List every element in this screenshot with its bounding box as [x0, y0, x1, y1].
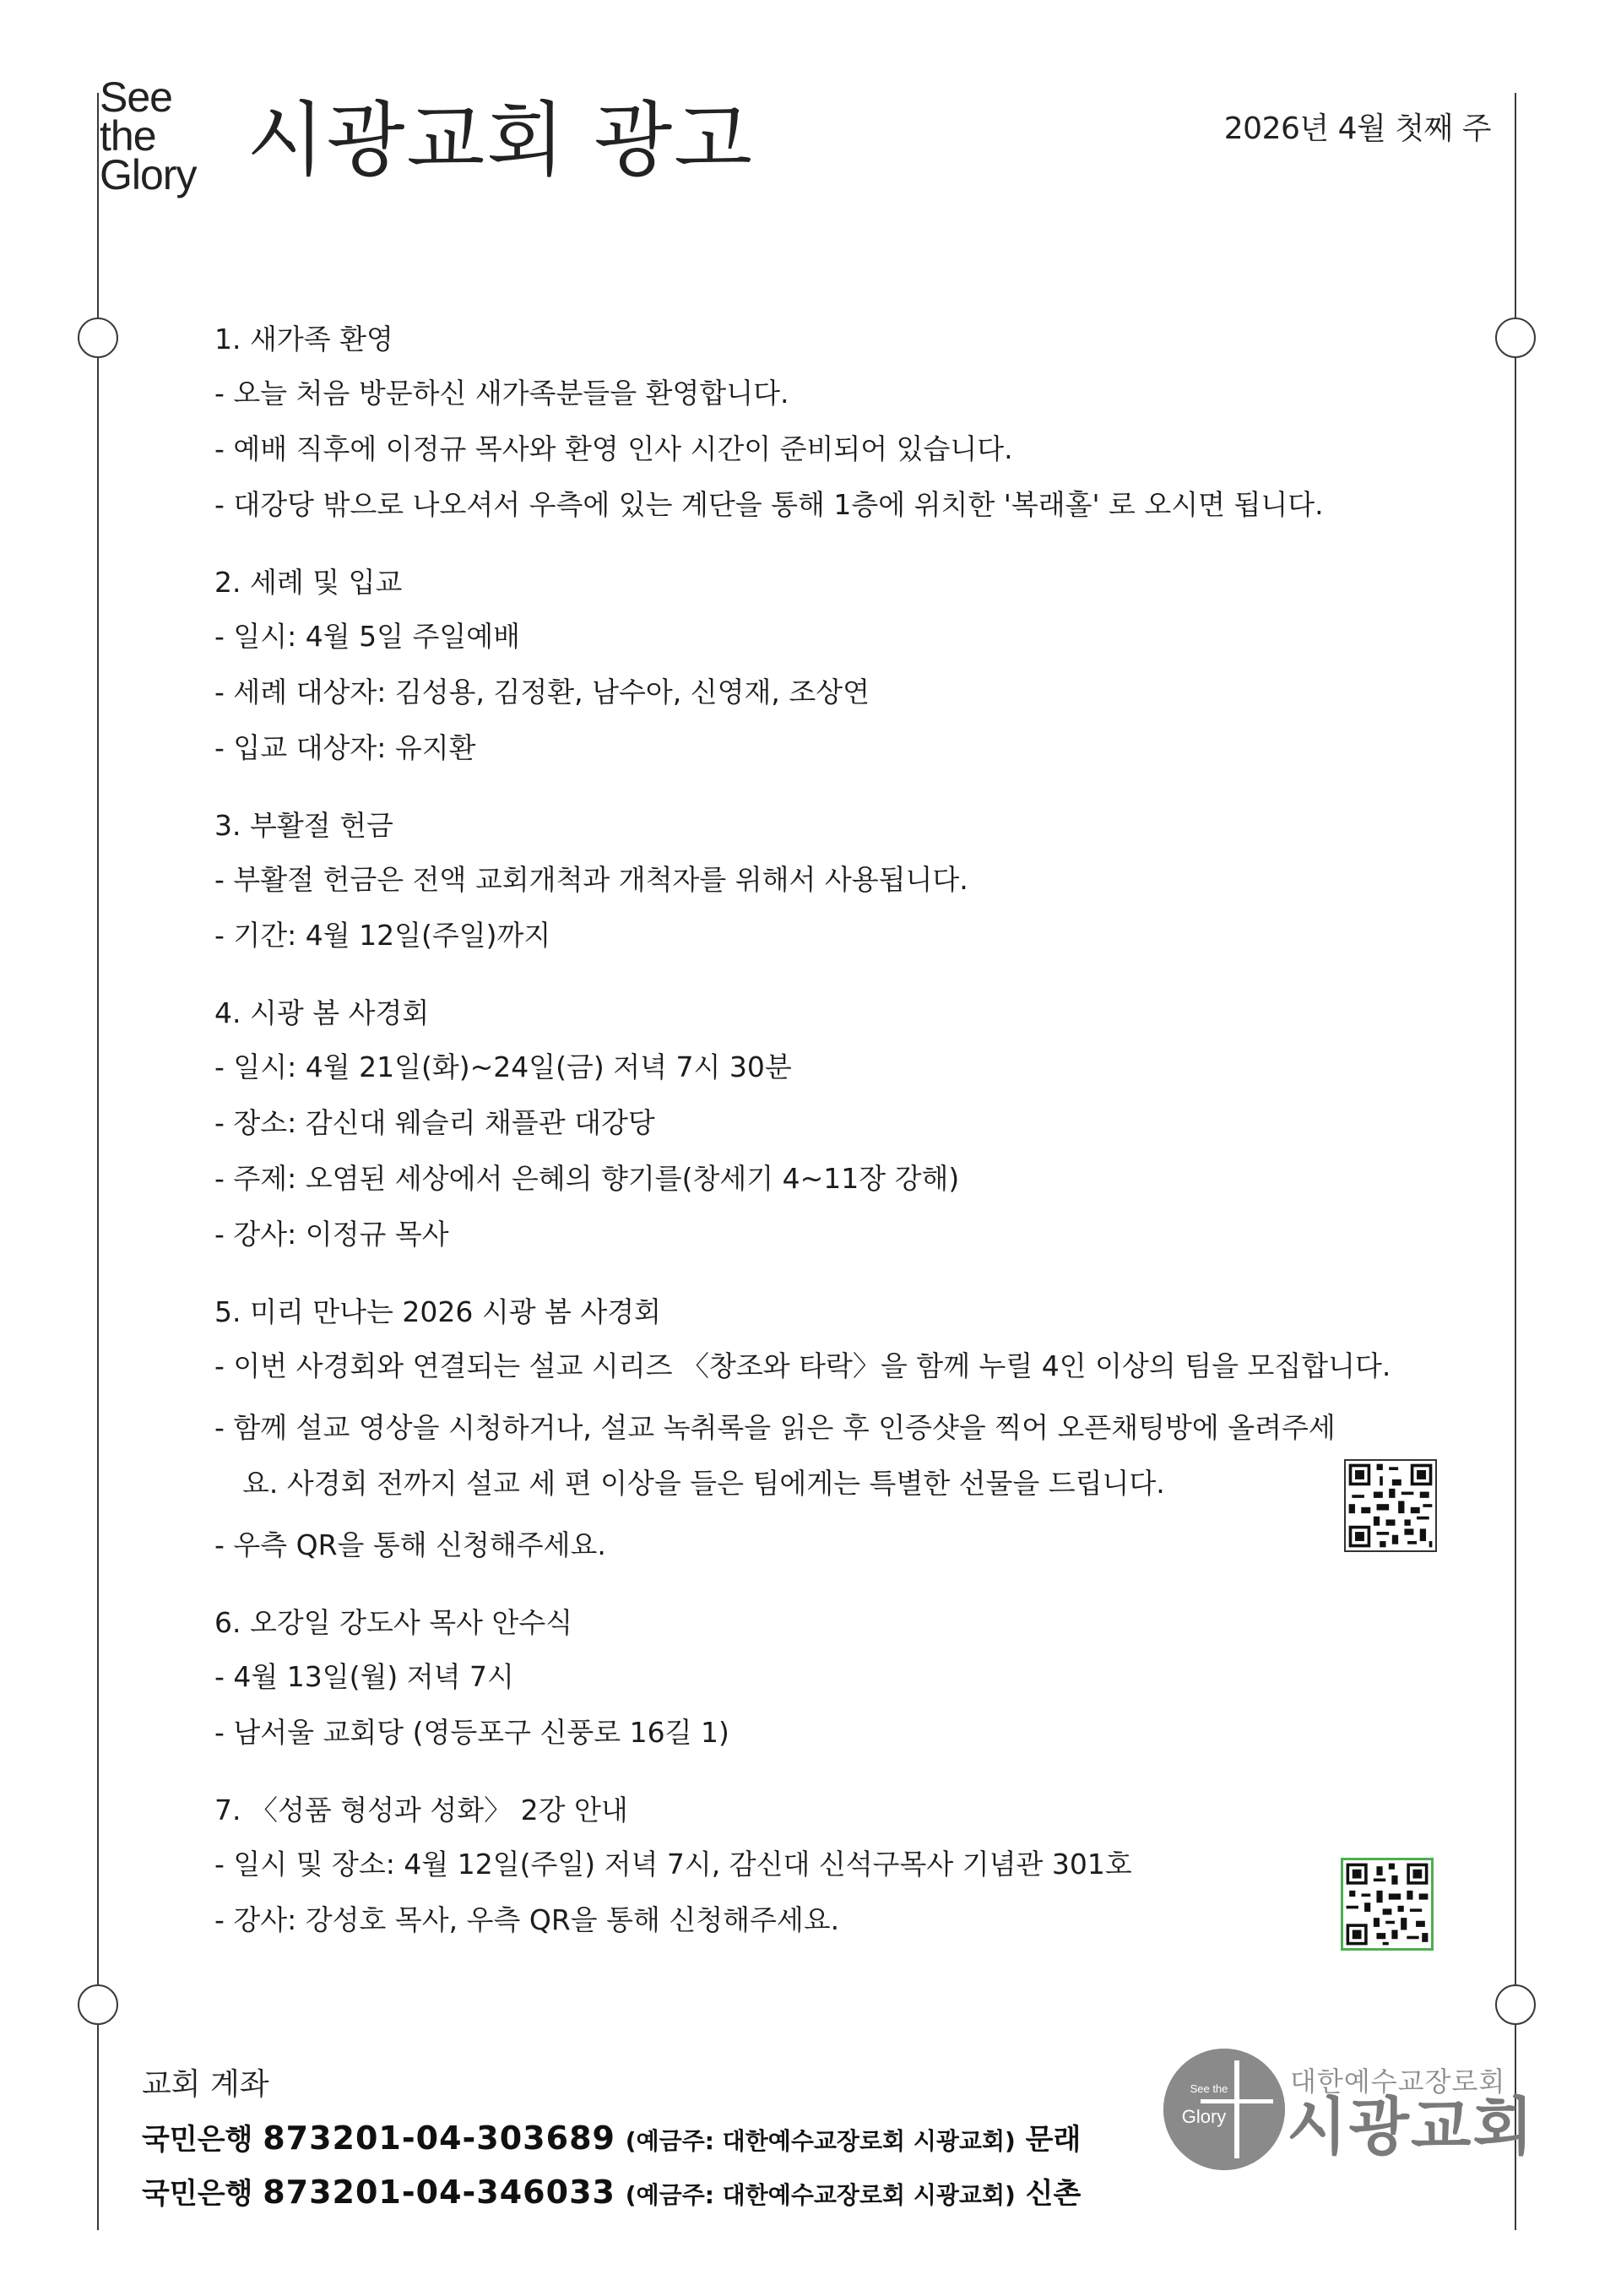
account-number[interactable]: 873201-04-303689	[263, 2120, 615, 2157]
section-spring-retreat	[214, 991, 1481, 1257]
section-title: 3. 부활절 헌금	[214, 809, 393, 842]
ring-right-bottom	[1495, 1984, 1536, 2025]
logo-graphic	[1163, 2049, 1285, 2170]
left-rail	[97, 93, 99, 2230]
section-easter-offering	[214, 804, 1481, 958]
list-item: - 4월 13일(월) 저녁 7시	[214, 1660, 514, 1693]
bank-name: 국민은행	[142, 2123, 253, 2157]
week-label: 2026년 4월 첫째 주	[1223, 111, 1491, 146]
section-title: 6. 오강일 강도사 목사 안수식	[214, 1606, 573, 1639]
list-item: - 함께 설교 영상을 시청하거나, 설교 녹취록을 읽은 후 인증샷을 찍어 오픈채팅방에 올려주세요. 사경회 전까지 설교 세 편 이상을 들은 팀에게는 특별한 선물을 드립니다.	[214, 1411, 1336, 1500]
account-row-sinchon	[142, 2170, 1081, 2212]
campus-name: 문래	[1025, 2123, 1082, 2157]
list-item: - 강사: 강성호 목사, 우측 QR을 통해 신청해주세요.	[214, 1903, 840, 1936]
qr-code-icon[interactable]	[1341, 1858, 1434, 1951]
list-item: - 장소: 감신대 웨슬리 채플관 대강당	[214, 1106, 655, 1139]
church-name: 시광교회	[1287, 2091, 1535, 2163]
section-title: 4. 시광 봄 사경회	[214, 996, 430, 1029]
list-item: - 입교 대상자: 유지환	[214, 731, 476, 764]
section-title: 7. 〈성품 형성과 성화〉 2강 안내	[214, 1794, 628, 1826]
ring-left-bottom	[78, 1984, 118, 2025]
see-the-glory-logo	[100, 73, 218, 198]
qr-code-graphic	[1343, 1860, 1431, 1948]
section-baptism	[214, 561, 1481, 770]
list-item: - 예배 직후에 이정규 목사와 환영 인사 시간이 준비되어 있습니다.	[214, 432, 1013, 465]
account-row-mullae	[142, 2116, 1081, 2158]
campus-name: 신촌	[1025, 2177, 1082, 2211]
section-preview-retreat	[214, 1290, 1481, 1567]
list-item: - 남서울 교회당 (영등포구 신풍로 16길 1)	[214, 1716, 729, 1749]
list-item: - 부활절 헌금은 전액 교회개척과 개척자를 위해서 사용됩니다.	[214, 863, 968, 896]
qr-code-icon[interactable]	[1344, 1459, 1437, 1552]
logo-mark-line: Glory	[1181, 2106, 1227, 2127]
list-item: - 기간: 4월 12일(주일)까지	[214, 919, 551, 952]
account-number[interactable]: 873201-04-346033	[263, 2174, 615, 2211]
ring-left-top	[78, 318, 118, 358]
list-item: - 일시: 4월 21일(화)~24일(금) 저녁 7시 30분	[214, 1050, 792, 1083]
list-item: - 강사: 이정규 목사	[214, 1218, 449, 1251]
bank-name: 국민은행	[142, 2177, 253, 2211]
church-logo-icon	[1163, 2049, 1285, 2170]
qr-code-graphic	[1346, 1461, 1435, 1550]
section-title: 1. 새가족 환영	[214, 323, 393, 356]
ring-right-top	[1495, 318, 1536, 358]
section-title: 2. 세례 및 입교	[214, 566, 403, 599]
logo-line: See	[100, 73, 172, 121]
account-holder: (예금주: 대한예수교장로회 시광교회)	[625, 2127, 1016, 2155]
list-item: - 세례 대상자: 김성용, 김정환, 남수아, 신영재, 조상연	[214, 676, 870, 708]
denomination-label: 대한예수교장로회	[1290, 2065, 1506, 2098]
logo-line: Glory	[100, 151, 197, 198]
list-item: - 오늘 처음 방문하신 새가족분들을 환영합니다.	[214, 377, 789, 410]
list-item: - 이번 사경회와 연결되는 설교 시리즈 〈창조와 타락〉을 함께 누릴 4인 이상의 팀을 모집합니다.	[214, 1349, 1391, 1382]
section-title: 5. 미리 만나는 2026 시광 봄 사경회	[214, 1295, 662, 1328]
right-rail	[1515, 93, 1516, 2230]
list-item: - 주제: 오염된 세상에서 은혜의 향기를(창세기 4~11장 강해)	[214, 1162, 960, 1195]
account-holder: (예금주: 대한예수교장로회 시광교회)	[625, 2181, 1016, 2209]
announcements	[214, 318, 1481, 1976]
section-new-family	[214, 318, 1481, 527]
accounts-label: 교회 계좌	[142, 2067, 269, 2102]
section-lecture	[214, 1788, 1481, 1942]
list-item: - 일시 및 장소: 4월 12일(주일) 저녁 7시, 감신대 신석구목사 기념관 301호	[214, 1848, 1132, 1881]
logo-line: the	[100, 112, 156, 160]
list-item: - 우측 QR을 통해 신청해주세요.	[214, 1528, 606, 1561]
list-item: - 대강당 밖으로 나오셔서 우측에 있는 계단을 통해 1층에 위치한 '복래홀' 로 오시면 됩니다.	[214, 488, 1324, 521]
logo-mark-line: See the	[1190, 2082, 1228, 2095]
list-item: - 일시: 4월 5일 주일예배	[214, 620, 520, 653]
page-title: 시광교회 광고	[247, 93, 754, 187]
section-ordination	[214, 1601, 1481, 1755]
